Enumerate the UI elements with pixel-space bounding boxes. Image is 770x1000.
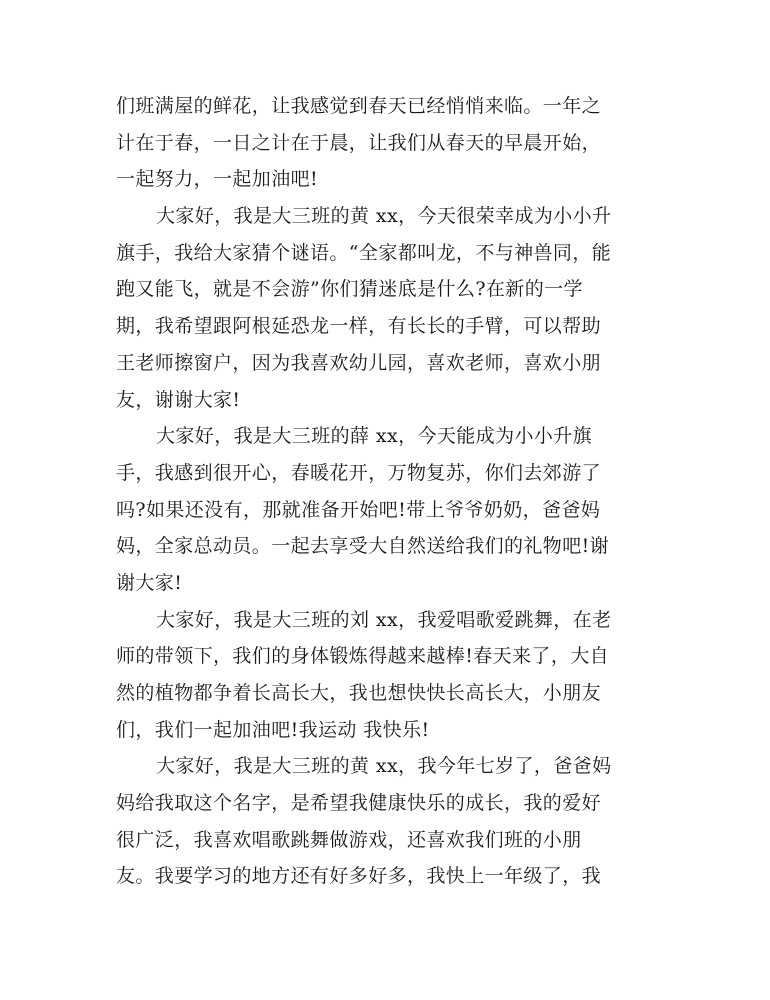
paragraph-5 [116,748,656,895]
text-line: 期，我希望跟阿根延恐龙一样，有长长的手臂，可以帮助 [116,315,602,338]
text-line: 旗手，我给大家猜个谜语。“全家都叫龙，不与神兽同，能 [116,241,612,264]
text-line: 手，我感到很开心，春暖花开，万物复苏，你们去郊游了 [116,461,602,484]
text-line: 然的植物都争着长高长大，我也想快快长高长大，小朋友 [116,682,602,704]
text-line: 一起努力，一起加油吧! [116,168,319,191]
text-line: 大家好，我是大三班的黄 xx，我今年七岁了，爸爸妈 [156,755,612,778]
text-line: 大家好，我是大三班的刘 xx，我爱唱歌爱跳舞，在老 [156,608,612,631]
paragraph-4 [116,602,656,749]
text-line: 吗?如果还没有，那就准备开始吧!带上爷爷奶奶，爸爸妈 [116,498,601,521]
text-line: 大家好，我是大三班的薛 xx，今天能成为小小升旗 [156,425,593,448]
text-line: 谢大家! [116,571,183,594]
text-line: 妈给我取这个名字，是希望我健康快乐的成长，我的爱好 [116,792,602,815]
document-page [116,88,656,895]
text-line: 跑又能飞，就是不会游”你们猜迷底是什么?在新的一学 [116,278,583,301]
text-line: 很广泛，我喜欢唱歌跳舞做游戏，还喜欢我们班的小朋 [116,828,582,851]
paragraph-3 [116,418,656,601]
text-line: 友，谢谢大家! [116,388,241,411]
text-line: 师的带领下，我们的身体锻炼得越来越棒!春天来了，大自 [116,645,610,668]
text-line: 们，我们一起加油吧!我运动 我快乐! [116,718,430,741]
text-line: 们班满屋的鲜花，让我感觉到春天已经悄悄来临。一年之 [116,95,602,117]
text-line: 妈，全家总动员。一起去享受大自然送给我们的礼物吧!谢 [116,535,610,558]
paragraph-1 [116,88,656,198]
text-line: 大家好，我是大三班的黄 xx，今天很荣幸成为小小升 [156,205,612,228]
text-line: 计在于春，一日之计在于晨，让我们从春天的早晨开始， [116,131,602,154]
text-line: 友。我要学习的地方还有好多好多，我快上一年级了，我 [116,865,602,888]
text-line: 王老师擦窗户，因为我喜欢幼儿园，喜欢老师，喜欢小朋 [116,351,602,374]
paragraph-2 [116,198,656,418]
